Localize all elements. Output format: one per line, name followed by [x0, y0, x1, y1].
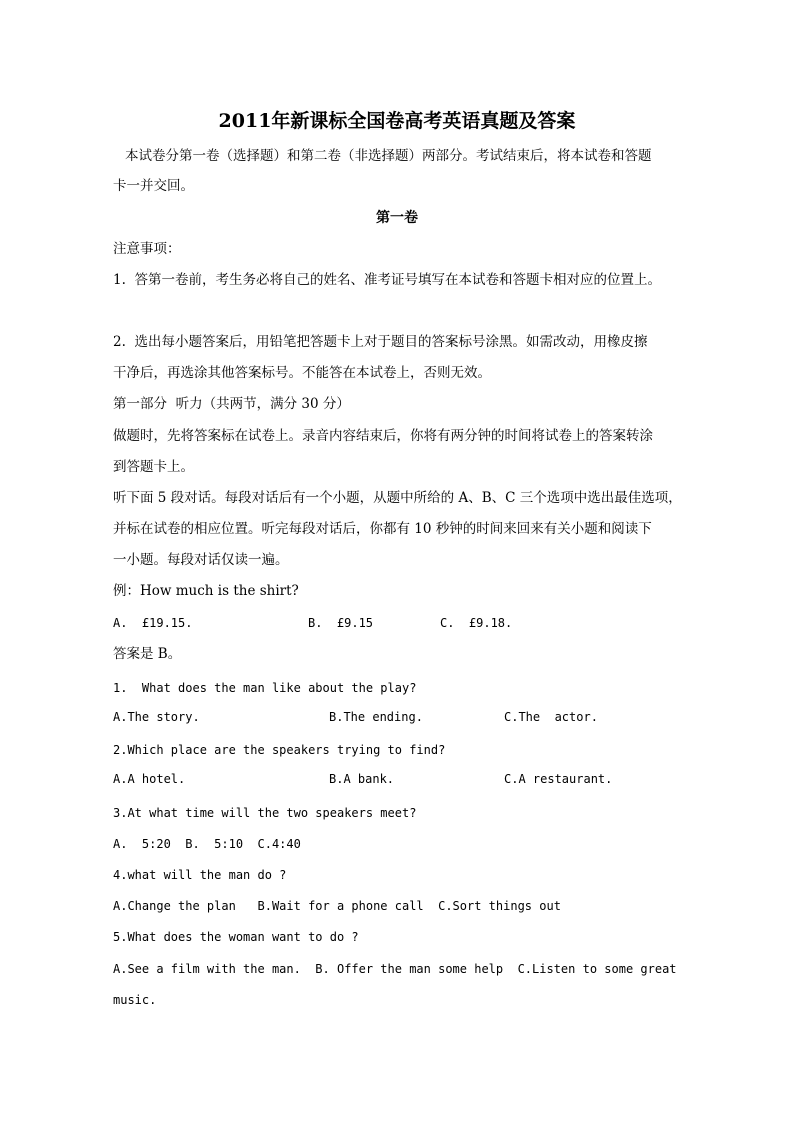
question-1-option-b: B.The ending.	[329, 710, 423, 724]
note-2-line-2: 干净后，再选涂其他答案标号。不能答在本试卷上，否则无效。	[113, 365, 491, 381]
question-3-options: A. 5:20 B. 5:10 C.4:40	[113, 837, 301, 851]
question-2-option-a: A.A hotel.	[113, 772, 186, 786]
section1-instruction-line-1: 听下面 5 段对话。每段对话后有一个小题，从题中所给的 A、B、C 三个选项中选出最佳选项，	[113, 490, 682, 506]
intro-line-2: 卡一并交回。	[113, 178, 194, 194]
example-option-c: C. £9.18.	[440, 616, 513, 630]
question-1-option-a: A.The story.	[113, 710, 200, 724]
question-2: 2.Which place are the speakers trying to find?	[113, 743, 446, 757]
question-3: 3.At what time will the two speakers meet?	[113, 806, 417, 820]
example-question: 例：How much is the shirt?	[113, 583, 299, 599]
section-title: 第一卷	[376, 210, 418, 226]
notes-heading: 注意事项：	[113, 241, 181, 257]
note-2-line-1: 2. 选出每小题答案后，用铅笔把答题卡上对于题目的答案标号涂黑。如需改动，用橡皮擦	[113, 334, 648, 350]
document-title: 2011年新课标全国卷高考英语真题及答案	[218, 110, 576, 132]
section1-instruction-line-3: 一小题。每段对话仅读一遍。	[113, 552, 289, 568]
example-option-b: B. £9.15	[308, 616, 374, 630]
part1-instruction-line-2: 到答题卡上。	[113, 459, 194, 475]
intro-line-1: 本试卷分第一卷（选择题）和第二卷（非选择题）两部分。考试结束后，将本试卷和答题	[125, 148, 652, 164]
section1-instruction-line-2: 并标在试卷的相应位置。听完每段对话后，你都有 10 秒钟的时间来回来有关小题和阅读下	[113, 521, 652, 537]
question-5: 5.What does the woman want to do ?	[113, 930, 359, 944]
question-5-options-line-2: music.	[113, 993, 157, 1007]
question-1-option-c: C.The actor.	[504, 710, 598, 724]
part1-instruction-line-1: 做题时，先将答案标在试卷上。录音内容结束后，你将有两分钟的时间将试卷上的答案转涂	[113, 428, 653, 444]
example-answer: 答案是 B。	[113, 646, 182, 662]
part1-heading: 第一部分 听力（共两节，满分 30 分）	[113, 396, 350, 412]
question-1: 1. What does the man like about the play?	[113, 681, 417, 695]
example-option-a: A. £19.15.	[113, 616, 193, 630]
question-4-options: A.Change the plan B.Wait for a phone call C.Sort things out	[113, 899, 561, 913]
question-5-options-line-1: A.See a film with the man. B. Offer the man some help C.Listen to some great	[113, 962, 677, 976]
question-2-option-b: B.A bank.	[329, 772, 395, 786]
note-1: 1. 答第一卷前，考生务必将自己的姓名、准考证号填写在本试卷和答题卡相对应的位置上。	[113, 272, 661, 288]
question-2-option-c: C.A restaurant.	[504, 772, 613, 786]
question-4: 4.what will the man do ?	[113, 868, 287, 882]
